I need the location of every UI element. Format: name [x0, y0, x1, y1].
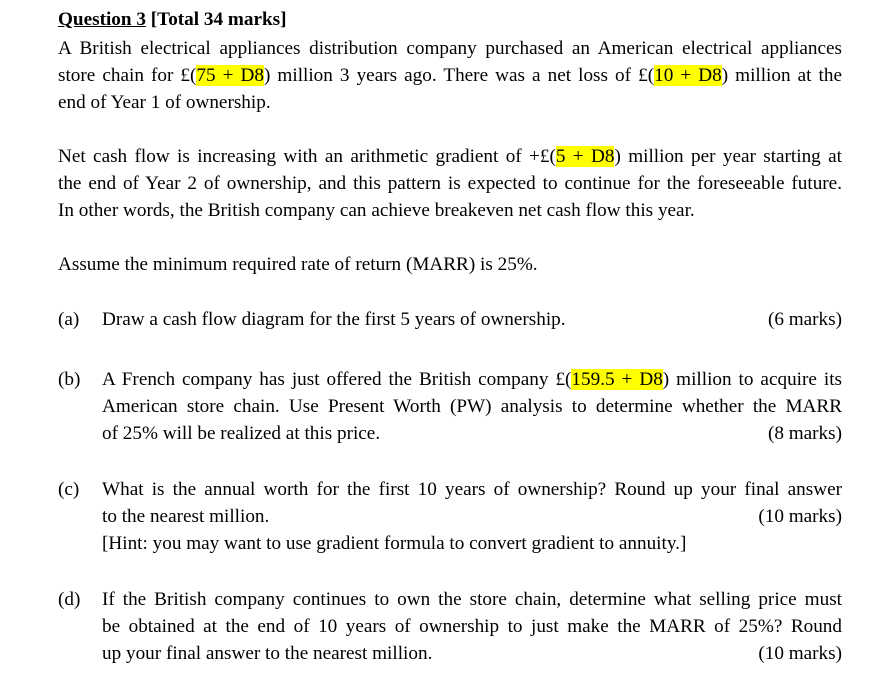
part-a-marks: (6 marks): [767, 309, 842, 330]
part-b-line-3: of 25% will be realized at this price.: [102, 423, 381, 444]
part-d-line-1: If the British company continues to own the store chain, determine what selling price must: [102, 589, 842, 610]
part-b-marks: (8 marks): [767, 423, 842, 444]
intro-text: ) million at the: [721, 65, 842, 86]
part-a-text: Draw a cash flow diagram for the first 5 years of ownership.: [102, 309, 566, 330]
part-d-line-3: up your final answer to the nearest million.: [102, 643, 433, 664]
part-c-hint: [Hint: you may want to use gradient formula to convert gradient to annuity.]: [102, 533, 687, 554]
intro-line-1: A British electrical appliances distribution company purchased an American electrical appliances: [58, 38, 842, 59]
intro-text: ) million 3 years ago. There was a net loss of £(: [263, 65, 655, 86]
part-b-text: ) million to acquire its: [662, 369, 842, 390]
gradient-line-2: the end of Year 2 of ownership, and this pattern is expected to continue for the foreseeable future.: [58, 173, 842, 194]
highlight-offer-price: 159.5 + D8: [571, 369, 663, 390]
part-b-line-2: American store chain. Use Present Worth (PW) analysis to determine whether the MARR: [102, 396, 842, 417]
part-a-label: (a): [58, 309, 80, 330]
marr-statement: Assume the minimum required rate of return (MARR) is 25%.: [58, 254, 538, 275]
part-c-line-2: to the nearest million.: [102, 506, 270, 527]
highlight-gradient: 5 + D8: [555, 146, 615, 167]
intro-text: store chain for £(: [58, 65, 197, 86]
part-c-line-1: What is the annual worth for the first 10 years of ownership? Round up your final answer: [102, 479, 842, 500]
part-b-text: A French company has just offered the British company £(: [102, 369, 572, 390]
question-title: [58, 7, 287, 33]
intro-line-2: [58, 63, 842, 89]
intro-line-3: end of Year 1 of ownership.: [58, 92, 271, 113]
question-number: Question 3: [58, 9, 146, 30]
question-total-marks: [Total 34 marks]: [150, 9, 287, 30]
highlight-purchase-price: 75 + D8: [196, 65, 264, 86]
gradient-line-3: In other words, the British company can achieve breakeven net cash flow this year.: [58, 200, 695, 221]
part-b-label: (b): [58, 369, 81, 390]
part-c-label: (c): [58, 479, 80, 500]
part-d-line-2: be obtained at the end of 10 years of ownership to just make the MARR of 25%? Round: [102, 616, 842, 637]
part-b-line-1: [102, 367, 842, 393]
part-d-label: (d): [58, 589, 81, 610]
highlight-net-loss: 10 + D8: [654, 65, 722, 86]
gradient-text: Net cash flow is increasing with an arithmetic gradient of +£(: [58, 146, 556, 167]
gradient-text: ) million per year starting at: [614, 146, 842, 167]
gradient-line-1: [58, 144, 842, 170]
part-c-marks: (10 marks): [758, 506, 842, 527]
part-d-marks: (10 marks): [758, 643, 842, 664]
